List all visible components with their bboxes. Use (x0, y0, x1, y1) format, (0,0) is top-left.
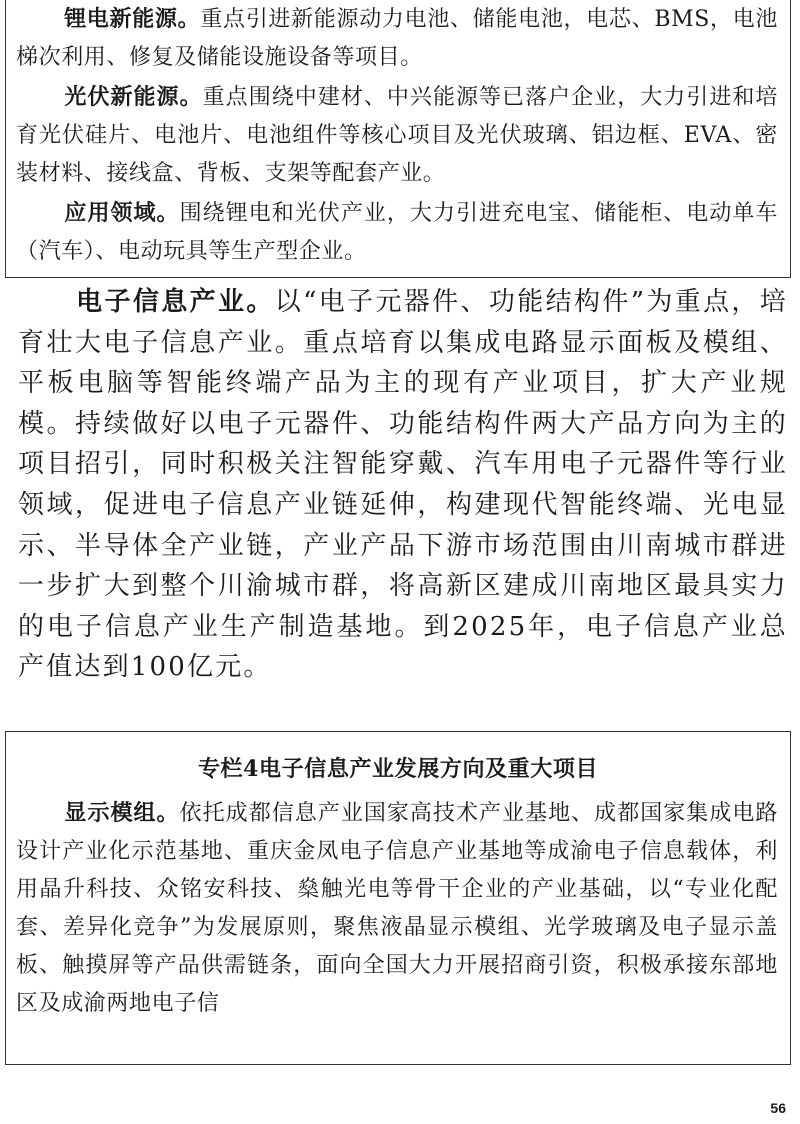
paragraph-heading: 显示模组。 (64, 800, 180, 826)
electronic-info-paragraph (18, 282, 788, 688)
column-title: 专栏4电子信息产业发展方向及重大项目 (197, 756, 599, 782)
paragraph-heading: 锂电新能源。 (64, 6, 201, 32)
page-number: 56 (770, 1100, 786, 1116)
paragraph-text: 重点围绕中建材、中兴能源等已落户企业，大力引进和培育光伏硅片、电池片、电池组件等核心项目及光伏玻璃、铝边框、EVA、密装材料、接线盒、背板、支架等配套产业。 (16, 85, 778, 186)
paragraph-heading: 电子信息产业。 (76, 287, 275, 317)
box-paragraph-pv (6, 78, 790, 193)
paragraph-text: 依托成都信息产业国家高技术产业基地、成都国家集成电路设计产业化示范基地、重庆金凤电子信息产业基地等成渝电子信息载体，利用晶升科技、众铭安科技、燊触光电等骨干企业的产业基础，以“专业化配套、差异化竞争”为发展原则，聚焦液晶显示模组、光学玻璃及电子显示盖板、触摸屏等产品供需链条，面向全国大力开展招商引资，积极承接东部地区及成渝两地电子信 (16, 801, 778, 1016)
box-paragraph-applications (6, 194, 790, 271)
box-paragraph-lithium (6, 0, 790, 77)
lithium-pv-column-box (5, 0, 791, 278)
paragraph-text: 围绕锂电和光伏产业，大力引进充电宝、储能柜、电动单车（汽车）、电动玩具等生产型企业。 (16, 201, 778, 264)
box-paragraph-display-modules (6, 794, 790, 1023)
paragraph-text: 以“电子元器件、功能结构件”为重点，培育壮大电子信息产业。重点培育以集成电路显示面板及模组、平板电脑等智能终端产品为主的现有产业项目，扩大产业规模。持续做好以电子元器件、功能结构件两大产品方向为主的项目招引，同时积极关注智能穿戴、汽车用电子元器件等行业领域，促进电子信息产业链延伸，构建现代智能终端、光电显示、半导体全产业链，产业产品下游市场范围由川南城市群进一步扩大到整个川渝城市群，将高新区建成川南地区最具实力的电子信息产业生产制造基地。到2025年，电子信息产业总产值达到100亿元。 (18, 287, 788, 683)
paragraph-heading: 光伏新能源。 (64, 84, 203, 110)
column4-box (5, 731, 791, 1065)
paragraph-heading: 应用领域。 (64, 200, 180, 226)
paragraph-text: 重点引进新能源动力电池、储能电池，电芯、BMS，电池梯次利用、修复及储能设施设备等项目。 (16, 7, 778, 70)
